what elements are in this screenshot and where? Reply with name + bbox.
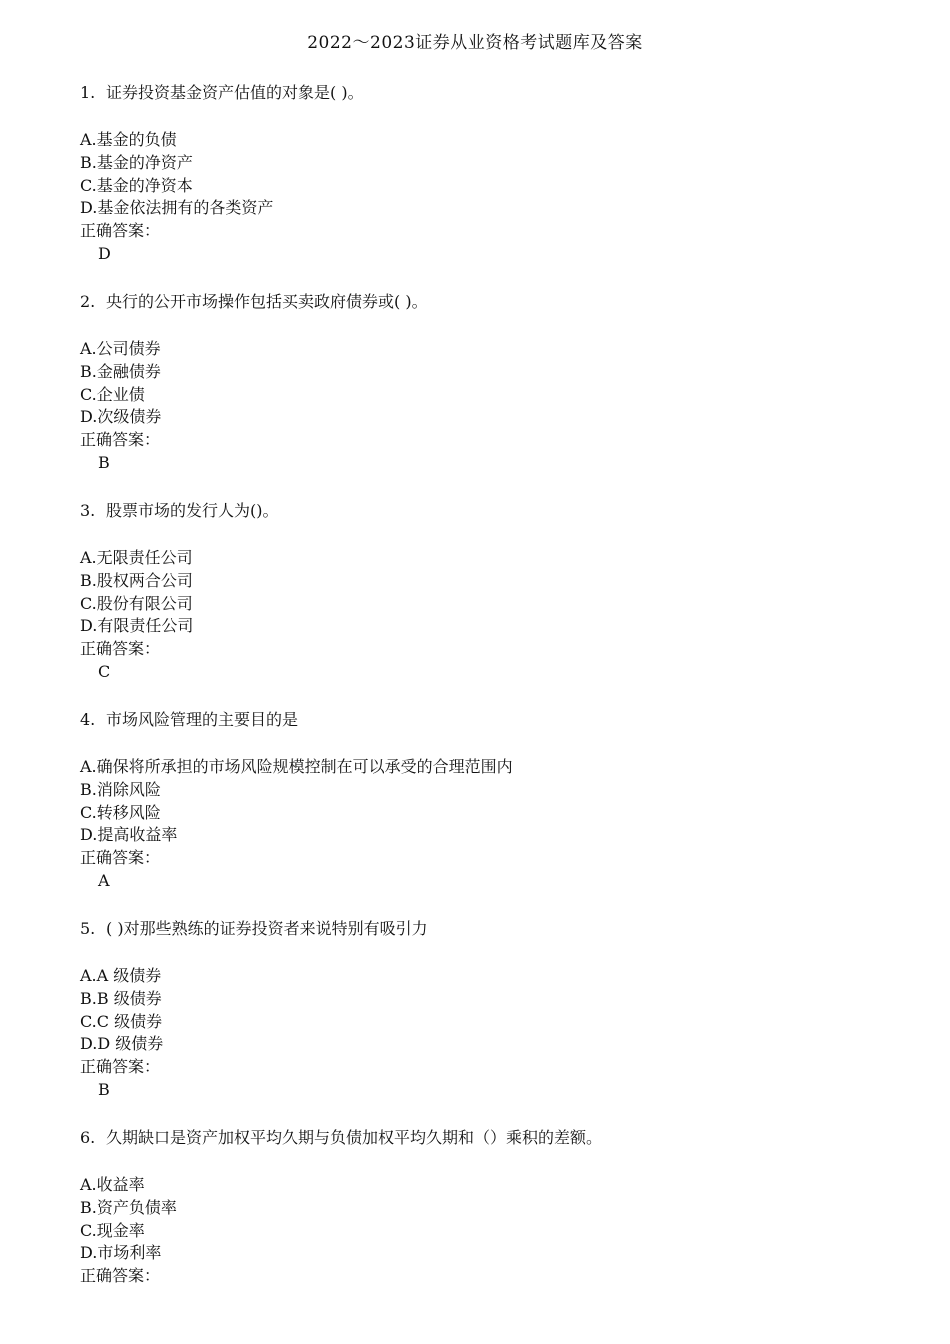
option-a: A.公司债券	[80, 339, 161, 358]
option-c: C.基金的净资本	[80, 175, 193, 195]
option-c: C.企业债	[80, 384, 145, 404]
option-list	[80, 338, 900, 475]
question-4	[80, 709, 900, 893]
question-stem	[80, 709, 900, 731]
question-3	[80, 500, 900, 684]
question-number: 2.	[80, 292, 96, 311]
option-list	[80, 1174, 900, 1288]
question-stem	[80, 291, 900, 313]
question-stem	[80, 918, 900, 940]
question-number: 6.	[80, 1128, 96, 1147]
option-b: B.消除风险	[80, 779, 161, 799]
option-d: D.有限责任公司	[80, 616, 194, 636]
option-b: B.股权两合公司	[80, 570, 193, 590]
question-stem	[80, 82, 900, 104]
option-b: B.基金的净资产	[80, 152, 193, 172]
document-title: 2022～2023证券从业资格考试题库及答案	[307, 33, 643, 53]
answer-label: 正确答案：	[80, 848, 161, 868]
option-c: C.现金率	[80, 1220, 145, 1240]
question-stem	[80, 1127, 900, 1149]
option-a: A.确保将所承担的市场风险规模控制在可以承受的合理范围内	[80, 757, 513, 776]
answer-value: B	[98, 452, 110, 472]
answer-value: D	[98, 243, 111, 263]
answer-label: 正确答案：	[80, 221, 161, 241]
question-5	[80, 918, 900, 1102]
option-b: B.金融债券	[80, 361, 161, 381]
option-d: D.市场利率	[80, 1243, 162, 1263]
option-a: A.收益率	[80, 1175, 145, 1194]
answer-value: A	[98, 870, 110, 890]
question-text: 央行的公开市场操作包括买卖政府债券或( )。	[106, 292, 428, 311]
question-text: 市场风险管理的主要目的是	[106, 710, 299, 729]
question-stem	[80, 500, 900, 522]
answer-label: 正确答案：	[80, 639, 161, 659]
option-d: D.提高收益率	[80, 825, 178, 845]
question-text: 股票市场的发行人为()。	[106, 501, 279, 520]
answer-label: 正确答案：	[80, 430, 161, 450]
question-number: 5.	[80, 919, 96, 938]
option-list	[80, 965, 900, 1102]
option-list	[80, 756, 900, 893]
option-d: D.次级债券	[80, 407, 162, 427]
answer-label: 正确答案：	[80, 1266, 161, 1286]
option-c: C.转移风险	[80, 802, 161, 822]
option-list	[80, 129, 900, 266]
option-c: C.C 级债券	[80, 1011, 163, 1031]
question-number: 4.	[80, 710, 96, 729]
question-1	[80, 82, 900, 266]
option-a: A.基金的负债	[80, 130, 177, 149]
answer-label: 正确答案：	[80, 1057, 161, 1077]
option-a: A.A 级债券	[80, 966, 162, 985]
question-number: 1.	[80, 83, 96, 102]
option-a: A.无限责任公司	[80, 548, 193, 567]
option-d: D.D 级债券	[80, 1034, 164, 1054]
question-number: 3.	[80, 501, 96, 520]
question-text: 证券投资基金资产估值的对象是( )。	[106, 83, 364, 102]
answer-value: C	[98, 661, 111, 681]
question-2	[80, 291, 900, 475]
option-d: D.基金依法拥有的各类资产	[80, 198, 274, 218]
option-b: B.资产负债率	[80, 1197, 177, 1217]
option-b: B.B 级债券	[80, 988, 162, 1008]
question-text: 久期缺口是资产加权平均久期与负债加权平均久期和（）乘积的差额。	[106, 1128, 603, 1147]
question-6	[80, 1127, 900, 1288]
option-c: C.股份有限公司	[80, 593, 193, 613]
answer-value: B	[98, 1079, 110, 1099]
question-text: ( )对那些熟练的证券投资者来说特别有吸引力	[106, 919, 428, 938]
option-list	[80, 547, 900, 684]
